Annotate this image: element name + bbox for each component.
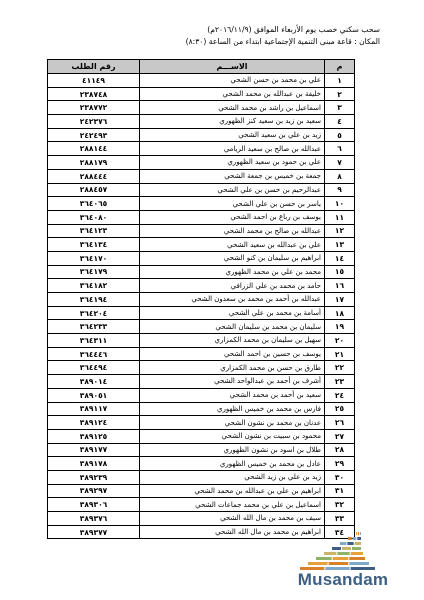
row-name: سيف بن محمد بن مال الله الشحي (140, 512, 325, 526)
table-row (48, 416, 355, 430)
row-request-number: ٢٨٨٤٥٧ (48, 183, 140, 197)
row-name: اسماعيل بن راشد بن محمد الشحي (140, 101, 325, 115)
row-request-number: ٣٦٤٤٤٦ (48, 347, 140, 361)
row-number: ٢٤ (325, 388, 355, 402)
table-row (48, 306, 355, 320)
table-row (48, 498, 355, 512)
row-request-number: ٢٣٨٧٧٢ (48, 101, 140, 115)
logo-bar (324, 552, 336, 555)
table-row (48, 279, 355, 293)
row-request-number: ٣٨٩٣٠٦ (48, 498, 140, 512)
logo-bar (342, 547, 351, 550)
column-header-request-number: رقم الطلب (48, 60, 140, 74)
row-number: ٨ (325, 169, 355, 183)
row-request-number: ٤١١٤٩ (48, 74, 140, 88)
row-request-number: ٢٤٢٤٩٣ (48, 128, 140, 142)
row-name: طلال بن اسود بن نشون الظهوري (140, 443, 325, 457)
row-request-number: ٣٨٩١٧٨ (48, 457, 140, 471)
logo-bar (353, 537, 357, 540)
row-name: ابراهيم بن محمد بن مال الله الشحي (140, 525, 325, 539)
table-row (48, 183, 355, 197)
row-request-number: ٢٨٨١٤٤ (48, 142, 140, 156)
logo-bar (340, 542, 346, 545)
logo-wordmark: Musandam (297, 570, 389, 589)
logo-bar (356, 532, 357, 535)
row-name: عبدالله بن أحمد بن محمد بن سعدون الشحي (140, 293, 325, 307)
row-number: ٥ (325, 128, 355, 142)
row-request-number: ٣٦٤١٧٠ (48, 251, 140, 265)
row-request-number: ٣٦٤١٣٤ (48, 238, 140, 252)
row-name: يوسف بن حسين بن احمد الشحي (140, 347, 325, 361)
row-name: علي بن عبدالله بن سعيد الشحي (140, 238, 325, 252)
row-number: ٢٦ (325, 416, 355, 430)
row-name: جمعة بن خميس بن جمعة الشحي (140, 169, 325, 183)
row-number: ٢١ (325, 347, 355, 361)
table-row (48, 156, 355, 170)
table-row (48, 402, 355, 416)
table-row (48, 115, 355, 129)
row-name: عبدالله بن صالح بن سعيد الريامي (140, 142, 325, 156)
table-row (48, 388, 355, 402)
row-request-number: ٢٨٨١٧٩ (48, 156, 140, 170)
logo-bar (316, 557, 332, 560)
row-request-number: ٣٦٤١٧٩ (48, 265, 140, 279)
row-number: ١ (325, 74, 355, 88)
logo-mark-icon (294, 530, 390, 572)
table-row (48, 375, 355, 389)
row-request-number: ٣٨٩٠٥١ (48, 388, 140, 402)
logo-bar (357, 537, 361, 540)
table-row (48, 470, 355, 484)
table-row (48, 320, 355, 334)
row-number: ٤ (325, 115, 355, 129)
table-row (48, 251, 355, 265)
table-row (48, 361, 355, 375)
row-request-number: ٣٨٩١٢٥ (48, 429, 140, 443)
header-location: المكان : قاعة مبنى التنمية الإجتماعية ابتداء من الساعة (٨:٣٠) (185, 37, 380, 46)
row-name: عبدالله بن صالح بن محمد الشحي (140, 224, 325, 238)
row-number: ٢٢ (325, 361, 355, 375)
row-number: ٣٤ (325, 525, 355, 539)
row-number: ١٥ (325, 265, 355, 279)
row-request-number: ٣٦٤٤٩٤ (48, 361, 140, 375)
row-number: ١٩ (325, 320, 355, 334)
logo-bar (347, 542, 353, 545)
document-header (130, 24, 380, 48)
table-row (48, 347, 355, 361)
table-row (48, 457, 355, 471)
row-number: ٣ (325, 101, 355, 115)
row-number: ١٦ (325, 279, 355, 293)
logo-bar (358, 532, 359, 535)
logo-bar (360, 532, 361, 535)
row-request-number: ٣٦٤١٨٢ (48, 279, 140, 293)
row-name: علي بن محمد بن حسن الشحي (140, 74, 325, 88)
row-name: سعيد بن أحمد بن محمد الشحي (140, 388, 325, 402)
row-number: ١٣ (325, 238, 355, 252)
table-row (48, 74, 355, 88)
logo-bar (332, 547, 341, 550)
row-request-number: ٣٦٤١٩٤ (48, 293, 140, 307)
row-request-number: ٣٦٤١٢٣ (48, 224, 140, 238)
table-header-row (48, 60, 355, 74)
table-row (48, 197, 355, 211)
row-number: ٢ (325, 87, 355, 101)
row-name: اسماعيل بن علي بن محمد جماعات الشحي (140, 498, 325, 512)
row-number: ١١ (325, 210, 355, 224)
row-request-number: ٣٨٩٢٣٩ (48, 470, 140, 484)
logo-bar (308, 562, 328, 565)
row-request-number: ٣٦٤٣١١ (48, 334, 140, 348)
table-row (48, 128, 355, 142)
row-number: ٣٣ (325, 512, 355, 526)
table-row (48, 169, 355, 183)
row-number: ٣٠ (325, 470, 355, 484)
table-row (48, 238, 355, 252)
row-name: طارق بن حسن بن محمد الكمزاري (140, 361, 325, 375)
table-body (48, 74, 355, 539)
row-name: زيد بن علي بن زيد الشحي (140, 470, 325, 484)
table-row (48, 101, 355, 115)
row-request-number: ٣٦٤٠٨٠ (48, 210, 140, 224)
row-request-number: ٣٨٩١٢٤ (48, 416, 140, 430)
row-number: ٣١ (325, 484, 355, 498)
table-row (48, 265, 355, 279)
row-request-number: ٣٨٩٠١٤ (48, 375, 140, 389)
row-request-number: ٣٦٤٢٣٣ (48, 320, 140, 334)
row-number: ١٤ (325, 251, 355, 265)
logo-bar (351, 552, 363, 555)
musandam-logo (268, 530, 418, 595)
row-number: ٩ (325, 183, 355, 197)
row-request-number: ٣٨٩٣٧٧ (48, 525, 140, 539)
row-number: ٦ (325, 142, 355, 156)
table-row (48, 334, 355, 348)
row-request-number: ٢٣٨٧٤٨ (48, 87, 140, 101)
logo-bar (355, 542, 361, 545)
row-request-number: ٣٨٩٢٩٧ (48, 484, 140, 498)
row-number: ٢٠ (325, 334, 355, 348)
row-name: خليفة بن عبدالله بن محمد الشحي (140, 87, 325, 101)
row-name: ياسر بن حسن بن علي الشحي (140, 197, 325, 211)
row-request-number: ٢٤٢٣٧٦ (48, 115, 140, 129)
logo-bar (352, 547, 361, 550)
logo-bar (348, 537, 352, 540)
row-number: ١٧ (325, 293, 355, 307)
row-number: ٣٢ (325, 498, 355, 512)
row-number: ١٠ (325, 197, 355, 211)
row-number: ١٢ (325, 224, 355, 238)
row-name: سعيد بن زيد بن سعيد كنز الظهوري (140, 115, 325, 129)
table-row (48, 142, 355, 156)
row-name: أشرف بن أحمد بن عبدالواحد الشحي (140, 375, 325, 389)
row-number: ٢٣ (325, 375, 355, 389)
logo-bar (333, 557, 349, 560)
logo-bar (349, 562, 369, 565)
row-name: سهيل بن سليمان بن محمد الكمزاري (140, 334, 325, 348)
row-name: أسامة بن محمد بن علي الشحي (140, 306, 325, 320)
row-name: زيد بن علي بن سعيد الشحي (140, 128, 325, 142)
row-name: يوسف بن رباع بن احمد الشحي (140, 210, 325, 224)
row-name: فارس بن محمد بن خميس الظهوري (140, 402, 325, 416)
row-name: محمد بن علي بن محمد الظهوري (140, 265, 325, 279)
logo-bar (329, 562, 349, 565)
column-header-name: الاســـم (140, 60, 325, 74)
table-row (48, 224, 355, 238)
row-number: ١٨ (325, 306, 355, 320)
row-request-number: ٣٨٩١٧٧ (48, 443, 140, 457)
column-header-number: م (325, 60, 355, 74)
row-number: ٢٥ (325, 402, 355, 416)
row-name: عادل بن محمد بن خميس الظهوري (140, 457, 325, 471)
row-name: ابراهيم بن سليمان بن كنو الشحي (140, 251, 325, 265)
table-row (48, 293, 355, 307)
row-name: محمود بن سبيت بن نشون الشحي (140, 429, 325, 443)
table-row (48, 443, 355, 457)
row-request-number: ٣٨٩٣٧٦ (48, 512, 140, 526)
logo-bar (337, 552, 349, 555)
row-name: سليمان بن محمد بن سليمان الشحي (140, 320, 325, 334)
row-name: علي بن حمود بن سعيد الظهوري (140, 156, 325, 170)
logo-bar (349, 557, 365, 560)
row-name: ابراهيم بن علي بن عبدالله بن محمد الشحي (140, 484, 325, 498)
roster-table (47, 59, 355, 539)
row-number: ٧ (325, 156, 355, 170)
row-name: عبدالرحيم بن حسن بن علي الشحي (140, 183, 325, 197)
row-name: حامد بن محمد بن علي الزرافي (140, 279, 325, 293)
row-name: عدنان بن محمد بن نشون الشحي (140, 416, 325, 430)
table-row (48, 484, 355, 498)
row-request-number: ٣٨٩١١٧ (48, 402, 140, 416)
row-request-number: ٣٦٤٢٠٤ (48, 306, 140, 320)
row-request-number: ٣٦٤٠٦٥ (48, 197, 140, 211)
row-request-number: ٢٨٨٤٤٤ (48, 169, 140, 183)
row-number: ٢٧ (325, 429, 355, 443)
table-row (48, 512, 355, 526)
table-row (48, 210, 355, 224)
row-number: ٢٩ (325, 457, 355, 471)
row-number: ٢٨ (325, 443, 355, 457)
header-title: سحب سكني خصب يوم الأربعاء الموافق (٢٠١٦/١١/٩م) (207, 25, 380, 34)
table-row (48, 429, 355, 443)
table-row (48, 87, 355, 101)
